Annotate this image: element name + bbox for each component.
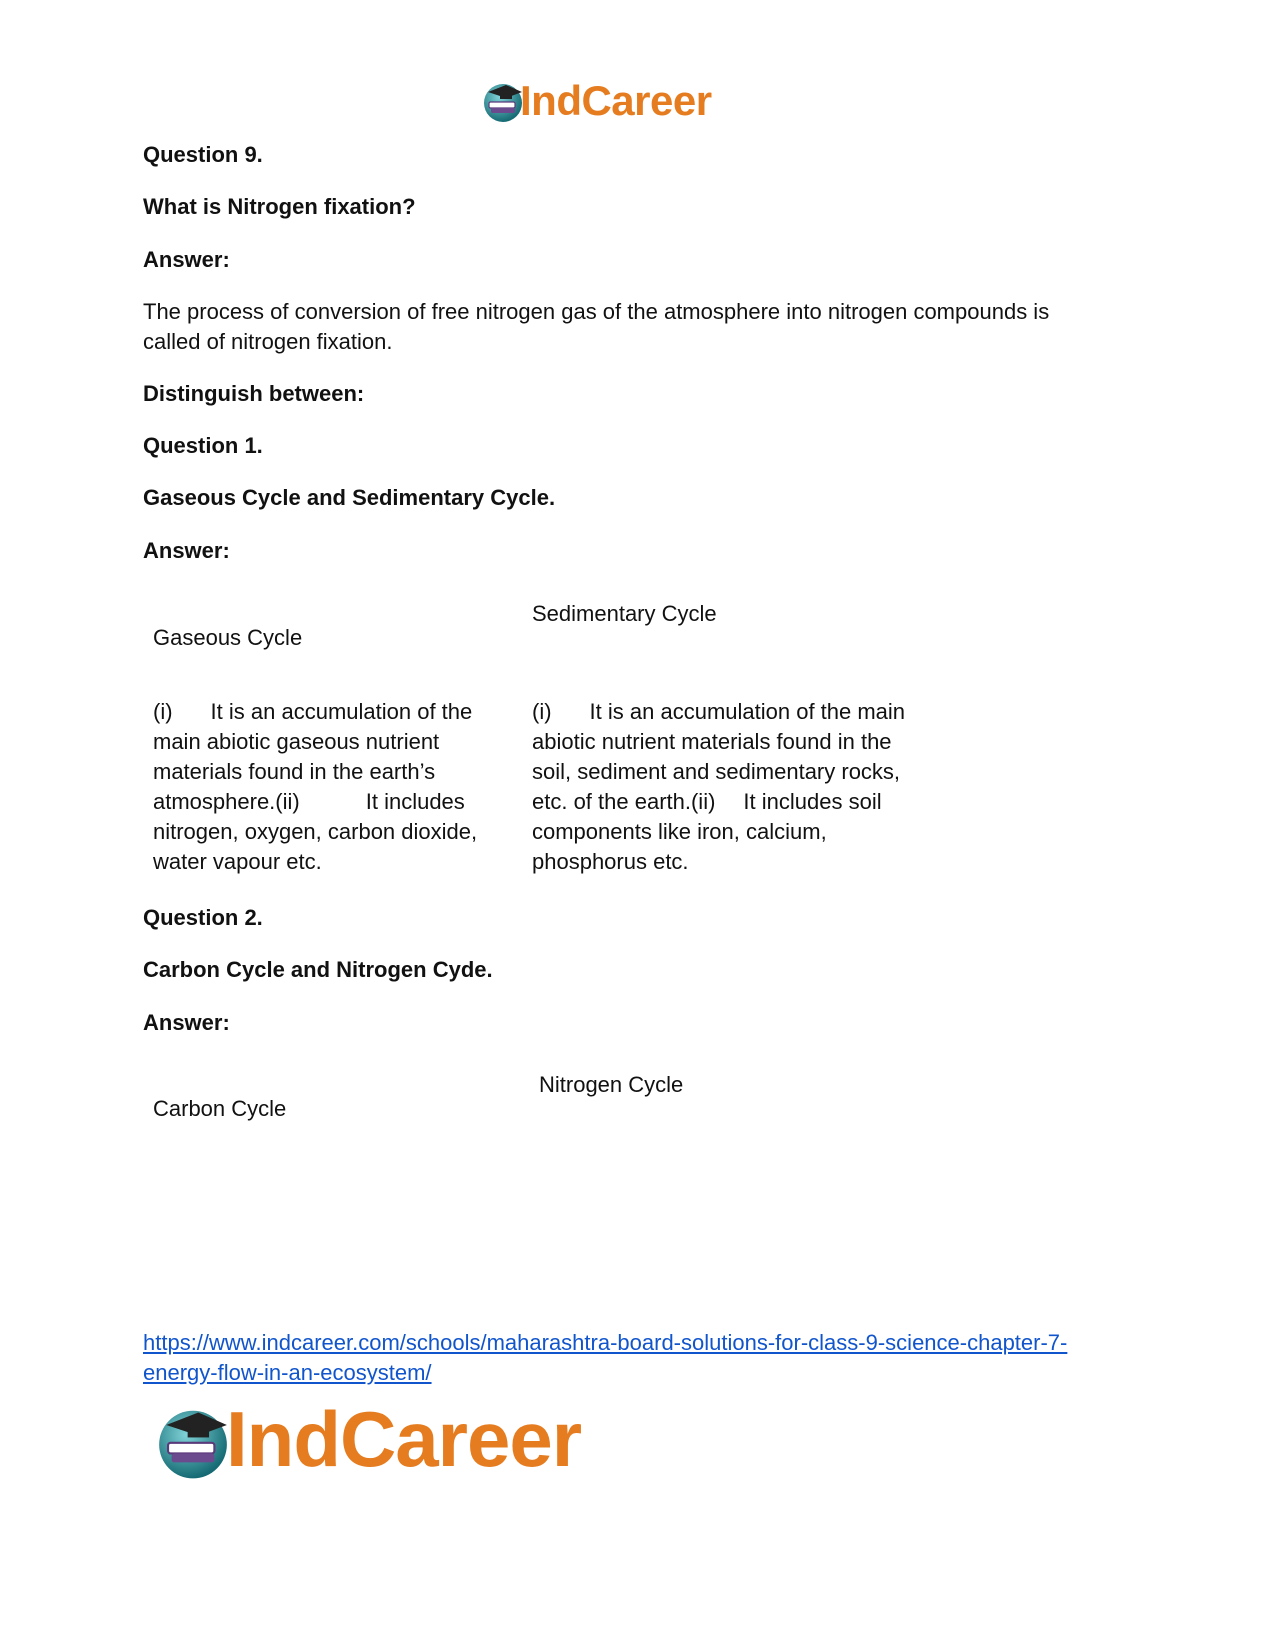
q2-col2-header: Nitrogen Cycle [539, 1072, 684, 1097]
footer-source-link[interactable]: https://www.indcareer.com/schools/maharashtra-board-solutions-for-class-9-science-chapter-7-energy-flow-in-an-ecosystem/ [143, 1330, 1068, 1385]
q2-answer-label: Answer: [143, 1010, 230, 1035]
q1-col1-header: Gaseous Cycle [153, 625, 303, 650]
q1-col2-p2-num: (ii) [690, 789, 716, 814]
q1-col1-p1-num: (i) [153, 699, 173, 724]
q9-answer-text: The process of conversion of free nitrogen gas of the atmosphere into nitrogen compounds is called of nitrogen fixation. [143, 299, 1050, 354]
q1-col2-cell [532, 697, 927, 877]
q1-col1-cell [153, 697, 498, 877]
q1-col1-p1-text: It is an accumulation of the main abiotic gaseous nutrient materials found in the earth’s atmosphere. [153, 699, 473, 814]
q1-col2-p1-num: (i) [532, 699, 552, 724]
header-logo [480, 76, 750, 126]
q1-col2-p1-text: It is an accumulation of the main abiotic nutrient materials found in the soil, sediment and sedimentary rocks, etc. of the earth. [532, 699, 906, 814]
q9-question: What is Nitrogen fixation? [143, 194, 416, 219]
q1-col1-p2-text: It includes nitrogen, oxygen, carbon dioxide, water vapour etc. [153, 789, 478, 874]
footer-logo [152, 1395, 672, 1483]
q9-answer-label: Answer: [143, 247, 230, 272]
q2-question: Carbon Cycle and Nitrogen Cyde. [143, 957, 493, 982]
q1-label: Question 1. [143, 433, 263, 458]
header-logo-text: IndCareer [520, 77, 712, 124]
graduation-globe-icon [152, 1400, 234, 1482]
q1-answer-label: Answer: [143, 538, 230, 563]
q1-col2-header: Sedimentary Cycle [532, 601, 717, 626]
q2-label: Question 2. [143, 905, 263, 930]
q2-col1-header: Carbon Cycle [153, 1096, 287, 1121]
footer-logo-text: IndCareer [226, 1395, 582, 1483]
q1-col1-p2-num: (ii) [275, 789, 300, 814]
q9-label: Question 9. [143, 142, 263, 167]
q1-question: Gaseous Cycle and Sedimentary Cycle. [143, 485, 556, 510]
q1-col2-p2-text: It includes soil components like iron, calcium, phosphorus etc. [532, 789, 882, 874]
distinguish-heading: Distinguish between: [143, 381, 365, 406]
